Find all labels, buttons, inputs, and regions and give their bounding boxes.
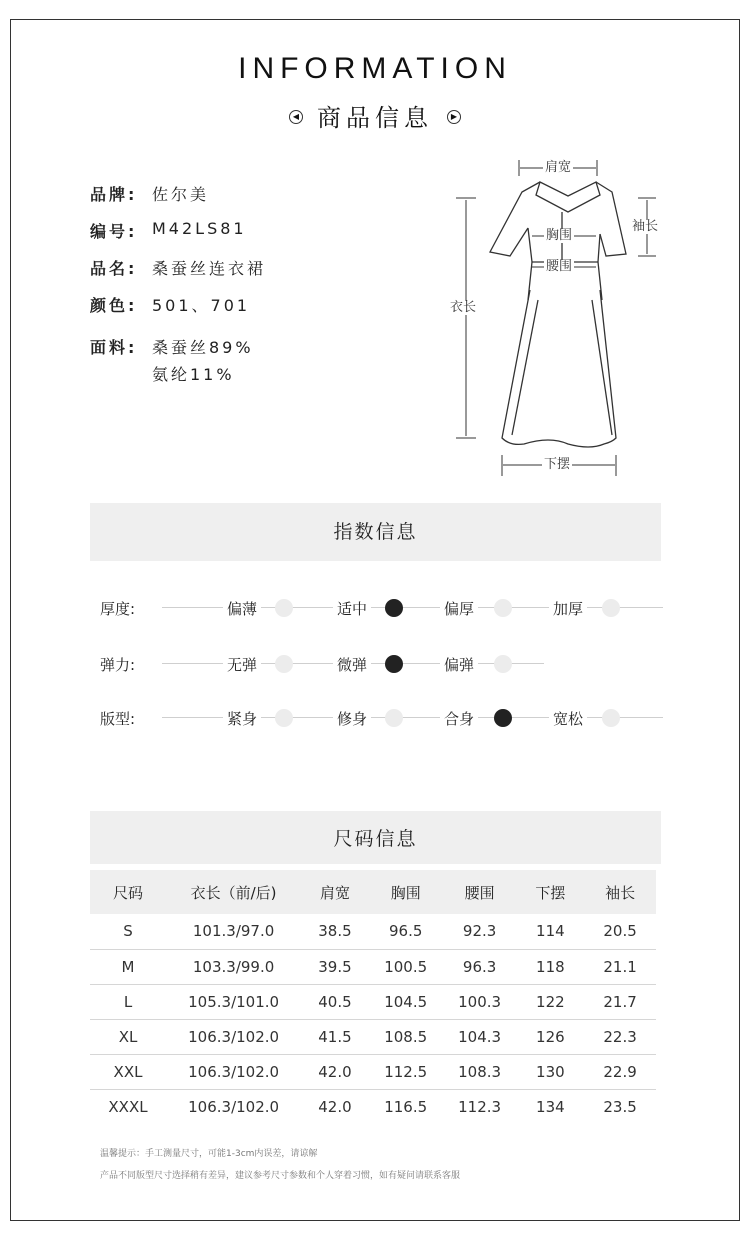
size-table — [90, 870, 656, 1124]
table-cell: 134 — [536, 1097, 565, 1116]
index-dot — [385, 709, 403, 727]
index-dot — [275, 709, 293, 727]
label-chest: 胸围 — [546, 228, 573, 243]
code-value: M42LS81 — [152, 219, 247, 238]
table-cell: 42.0 — [318, 1097, 352, 1116]
table-cell: XXXL — [108, 1097, 148, 1116]
size-column-header: 肩宽 — [301, 870, 369, 914]
table-cell: 96.3 — [443, 949, 517, 984]
table-cell: 104.3 — [443, 1019, 517, 1054]
table-cell: 22.9 — [584, 1054, 656, 1089]
index-option-label: 修身 — [333, 708, 371, 729]
name-label: 品名: — [90, 259, 138, 278]
label-sleeve: 袖长 — [632, 219, 659, 234]
table-cell: 114 — [517, 914, 585, 949]
size-section-title: 尺码信息 — [90, 811, 661, 864]
index-option-label: 加厚 — [549, 598, 587, 619]
color-row — [90, 293, 266, 330]
index-option-label: 无弹 — [223, 654, 261, 675]
name-row — [90, 256, 266, 293]
name-value: 桑蚕丝连衣裙 — [152, 259, 267, 278]
index-option-label: 宽松 — [549, 708, 587, 729]
index-row-label: 版型: — [100, 710, 136, 728]
table-cell: 116.5 — [384, 1097, 428, 1116]
dress-outline-icon — [440, 150, 670, 490]
index-option-label: 微弹 — [333, 654, 371, 675]
table-cell: 106.3/102.0 — [166, 1054, 301, 1089]
index-section-title: 指数信息 — [90, 503, 661, 561]
index-row — [100, 706, 665, 730]
title-chinese — [0, 98, 750, 133]
table-cell: 23.5 — [603, 1097, 637, 1116]
size-table-body — [90, 914, 656, 1124]
label-hem: 下摆 — [544, 457, 571, 472]
table-cell: 21.7 — [584, 984, 656, 1019]
size-column-header: 下摆 — [517, 870, 585, 914]
brand-row — [90, 182, 266, 219]
fabric-row — [90, 334, 266, 388]
index-dot — [275, 599, 293, 617]
note-line-1: 温馨提示：手工测量尺寸，可能1-3cm内误差，请谅解 — [100, 1149, 318, 1159]
table-row — [90, 984, 656, 1019]
index-dot-selected — [494, 709, 512, 727]
table-cell: 122 — [517, 984, 585, 1019]
fabric-line-2: 氨纶11% — [152, 365, 235, 384]
index-dot — [494, 655, 512, 673]
table-cell: 118 — [517, 949, 585, 984]
table-cell: 92.3 — [443, 914, 517, 949]
index-dot — [494, 599, 512, 617]
table-row — [90, 1019, 656, 1054]
table-row — [90, 1054, 656, 1089]
title-chinese-text: 商品信息 — [317, 104, 433, 132]
table-cell: 106.3/102.0 — [166, 1019, 301, 1054]
index-option-label: 紧身 — [223, 708, 261, 729]
table-cell: 40.5 — [301, 984, 369, 1019]
fabric-value — [152, 334, 254, 388]
table-row — [90, 914, 656, 949]
table-cell: 104.5 — [369, 984, 443, 1019]
table-cell: 108.3 — [443, 1054, 517, 1089]
index-dot-selected — [385, 655, 403, 673]
table-cell: 130 — [517, 1054, 585, 1089]
label-waist: 腰围 — [546, 259, 573, 274]
index-option-label: 合身 — [440, 708, 478, 729]
index-dot — [602, 599, 620, 617]
size-column-header: 袖长 — [584, 870, 656, 914]
index-option-label: 偏厚 — [440, 598, 478, 619]
size-table-header — [90, 870, 656, 914]
index-dot-selected — [385, 599, 403, 617]
table-cell: L — [90, 984, 166, 1019]
fabric-line-1: 桑蚕丝89% — [152, 338, 254, 357]
table-row — [90, 949, 656, 984]
table-cell: M — [90, 949, 166, 984]
index-row-label: 厚度: — [100, 600, 136, 618]
index-option-label: 偏弹 — [440, 654, 478, 675]
size-column-header: 尺码 — [90, 870, 166, 914]
brand-label: 品牌: — [90, 185, 138, 204]
note-line-2: 产品不同版型尺寸选择稍有差异，建议参考尺寸参数和个人穿着习惯，如有疑问请联系客服 — [100, 1171, 461, 1181]
index-dot — [275, 655, 293, 673]
code-label: 编号: — [90, 222, 138, 241]
index-row — [100, 652, 665, 676]
table-cell: 42.0 — [301, 1054, 369, 1089]
size-column-header: 胸围 — [369, 870, 443, 914]
color-value: 501、701 — [152, 296, 251, 315]
table-cell: S — [90, 914, 166, 949]
index-option-label: 偏薄 — [223, 598, 261, 619]
table-cell: 21.1 — [584, 949, 656, 984]
left-arrow-icon: ◀ — [289, 110, 303, 124]
table-cell: 126 — [517, 1019, 585, 1054]
table-cell: 38.5 — [301, 914, 369, 949]
dress-diagram — [440, 150, 670, 490]
table-cell: 101.3/97.0 — [166, 914, 301, 949]
table-cell: 20.5 — [584, 914, 656, 949]
table-cell: 112.5 — [369, 1054, 443, 1089]
table-cell: XXL — [90, 1054, 166, 1089]
table-cell: 100.3 — [443, 984, 517, 1019]
fabric-label: 面料: — [90, 338, 138, 357]
table-cell: 108.5 — [369, 1019, 443, 1054]
product-info — [90, 182, 266, 388]
table-cell: 103.3/99.0 — [166, 949, 301, 984]
size-column-header: 衣长（前/后) — [166, 870, 301, 914]
table-cell: 112.3 — [458, 1097, 502, 1116]
label-length: 衣长 — [450, 300, 477, 315]
title-english: INFORMATION — [238, 52, 512, 85]
index-row-label: 弹力: — [100, 656, 136, 674]
table-cell: XL — [90, 1019, 166, 1054]
brand-value: 佐尔美 — [152, 185, 210, 204]
table-cell: 100.5 — [369, 949, 443, 984]
label-shoulder: 肩宽 — [545, 160, 572, 175]
table-cell: 39.5 — [301, 949, 369, 984]
table-cell: 106.3/102.0 — [188, 1097, 280, 1116]
size-column-header: 腰围 — [443, 870, 517, 914]
table-cell: 96.5 — [369, 914, 443, 949]
code-row — [90, 219, 266, 256]
table-cell: 105.3/101.0 — [166, 984, 301, 1019]
table-cell: 41.5 — [301, 1019, 369, 1054]
right-arrow-icon: ▶ — [447, 110, 461, 124]
color-label: 颜色: — [90, 296, 138, 315]
index-row — [100, 596, 665, 620]
index-option-label: 适中 — [333, 598, 371, 619]
table-cell: 22.3 — [584, 1019, 656, 1054]
index-dot — [602, 709, 620, 727]
table-row — [90, 1089, 656, 1124]
